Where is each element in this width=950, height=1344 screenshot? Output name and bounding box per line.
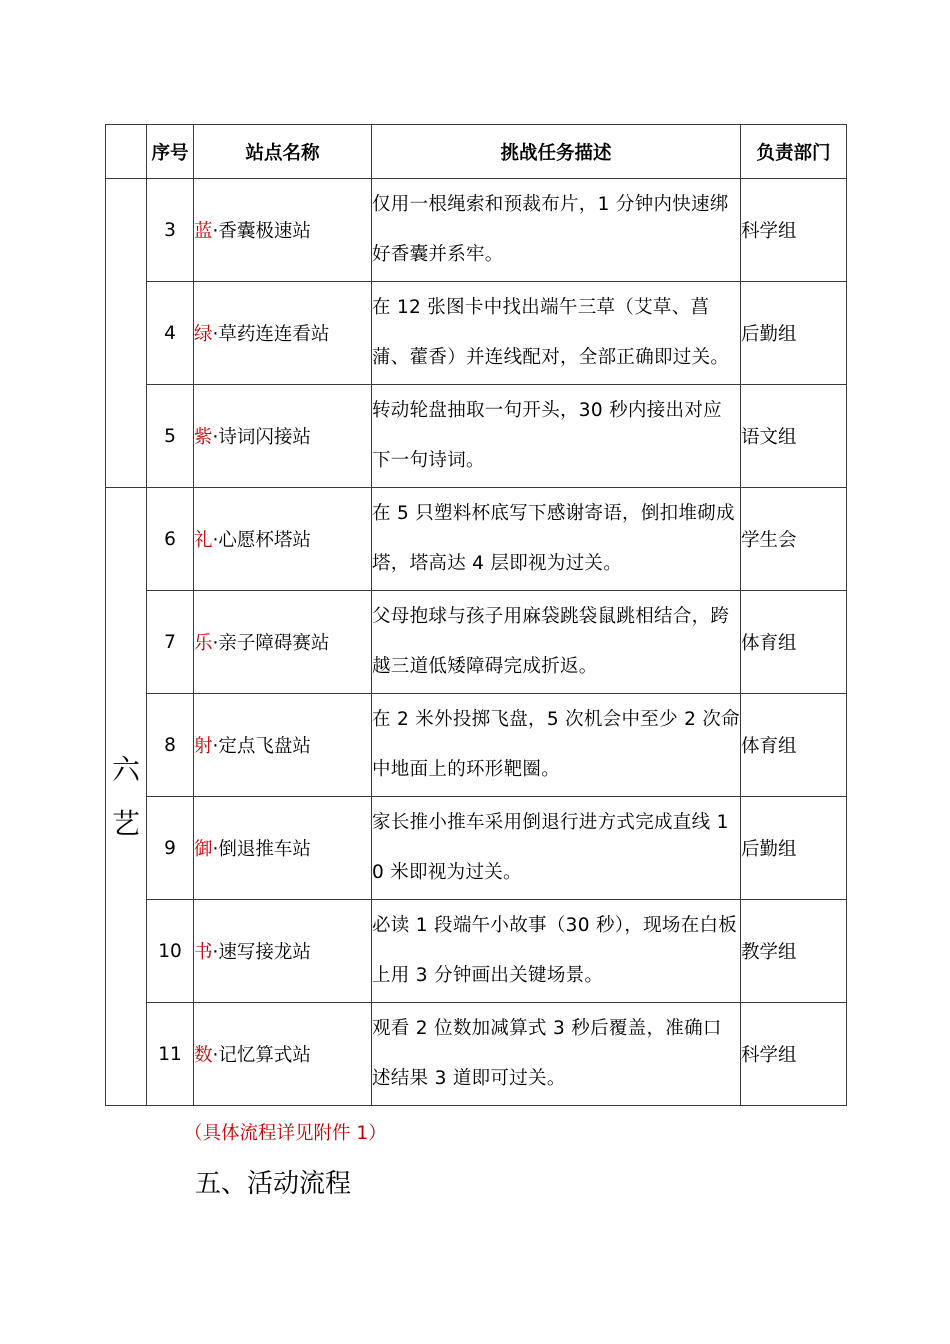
table-header-row bbox=[106, 125, 847, 179]
station-mark: 御 bbox=[194, 839, 213, 860]
station-mark: 紫 bbox=[194, 427, 213, 448]
header-seq: 序号 bbox=[147, 125, 194, 179]
table-row bbox=[106, 900, 847, 1003]
table-row bbox=[106, 385, 847, 488]
row-description: 仅用一根绳索和预裁布片，1 分钟内快速绑好香囊并系牢。 bbox=[372, 179, 741, 282]
station-title: ·倒退推车站 bbox=[212, 839, 311, 860]
header-department: 负责部门 bbox=[741, 125, 847, 179]
row-station-name bbox=[194, 179, 372, 282]
station-mark: 书 bbox=[194, 942, 213, 963]
row-description: 转动轮盘抽取一句开头，30 秒内接出对应下一句诗词。 bbox=[372, 385, 741, 488]
row-station-name bbox=[194, 1003, 372, 1106]
row-station-name bbox=[194, 900, 372, 1003]
row-station-name bbox=[194, 694, 372, 797]
stations-table bbox=[105, 124, 847, 1106]
header-task-description: 挑战任务描述 bbox=[372, 125, 741, 179]
table-row bbox=[106, 694, 847, 797]
row-description: 观看 2 位数加减算式 3 秒后覆盖，准确口述结果 3 道即可过关。 bbox=[372, 1003, 741, 1106]
row-seq: 6 bbox=[147, 488, 194, 591]
row-seq: 4 bbox=[147, 282, 194, 385]
row-department: 科学组 bbox=[741, 1003, 847, 1106]
table-row bbox=[106, 282, 847, 385]
station-mark: 绿 bbox=[194, 324, 213, 345]
row-description: 在 12 张图卡中找出端午三草（艾草、菖蒲、藿香）并连线配对，全部正确即过关。 bbox=[372, 282, 741, 385]
row-description: 必读 1 段端午小故事（30 秒），现场在白板上用 3 分钟画出关键场景。 bbox=[372, 900, 741, 1003]
row-station-name bbox=[194, 282, 372, 385]
table-row bbox=[106, 797, 847, 900]
station-title: ·记忆算式站 bbox=[212, 1045, 311, 1066]
header-group bbox=[106, 125, 147, 179]
row-department: 体育组 bbox=[741, 694, 847, 797]
attachment-note: （具体流程详见附件 1） bbox=[184, 1123, 387, 1144]
station-title: ·香囊极速站 bbox=[212, 221, 311, 242]
table-row bbox=[106, 1003, 847, 1106]
station-mark: 礼 bbox=[194, 530, 213, 551]
station-mark: 射 bbox=[194, 736, 213, 757]
row-description: 家长推小推车采用倒退行进方式完成直线 10 米即视为过关。 bbox=[372, 797, 741, 900]
table-row bbox=[106, 179, 847, 282]
row-seq: 7 bbox=[147, 591, 194, 694]
row-description: 父母抱球与孩子用麻袋跳袋鼠跳相结合，跨越三道低矮障碍完成折返。 bbox=[372, 591, 741, 694]
table-row bbox=[106, 488, 847, 591]
station-title: ·草药连连看站 bbox=[212, 324, 330, 345]
header-station-name: 站点名称 bbox=[194, 125, 372, 179]
row-seq: 10 bbox=[147, 900, 194, 1003]
row-department: 后勤组 bbox=[741, 282, 847, 385]
row-station-name bbox=[194, 488, 372, 591]
row-department: 科学组 bbox=[741, 179, 847, 282]
station-title: ·诗词闪接站 bbox=[212, 427, 311, 448]
row-station-name bbox=[194, 591, 372, 694]
group-cell-six-arts bbox=[106, 488, 147, 1106]
row-department: 学生会 bbox=[741, 488, 847, 591]
row-description: 在 2 米外投掷飞盘，5 次机会中至少 2 次命中地面上的环形靶圈。 bbox=[372, 694, 741, 797]
row-seq: 11 bbox=[147, 1003, 194, 1106]
group-label-char: 六 bbox=[111, 752, 140, 786]
table-row bbox=[106, 591, 847, 694]
row-department: 体育组 bbox=[741, 591, 847, 694]
group-cell-empty bbox=[106, 179, 147, 488]
station-mark: 蓝 bbox=[194, 221, 213, 242]
row-station-name bbox=[194, 385, 372, 488]
station-title: ·心愿杯塔站 bbox=[212, 530, 311, 551]
row-seq: 8 bbox=[147, 694, 194, 797]
section-heading: 五、活动流程 bbox=[195, 1169, 352, 1199]
row-station-name bbox=[194, 797, 372, 900]
station-title: ·亲子障碍赛站 bbox=[212, 633, 330, 654]
row-seq: 3 bbox=[147, 179, 194, 282]
station-title: ·定点飞盘站 bbox=[212, 736, 311, 757]
row-seq: 5 bbox=[147, 385, 194, 488]
row-department: 教学组 bbox=[741, 900, 847, 1003]
station-mark: 乐 bbox=[194, 633, 213, 654]
row-description: 在 5 只塑料杯底写下感谢寄语，倒扣堆砌成塔，塔高达 4 层即视为过关。 bbox=[372, 488, 741, 591]
row-seq: 9 bbox=[147, 797, 194, 900]
group-label-char: 艺 bbox=[111, 806, 140, 840]
row-department: 后勤组 bbox=[741, 797, 847, 900]
station-mark: 数 bbox=[194, 1045, 213, 1066]
station-title: ·速写接龙站 bbox=[212, 942, 311, 963]
row-department: 语文组 bbox=[741, 385, 847, 488]
